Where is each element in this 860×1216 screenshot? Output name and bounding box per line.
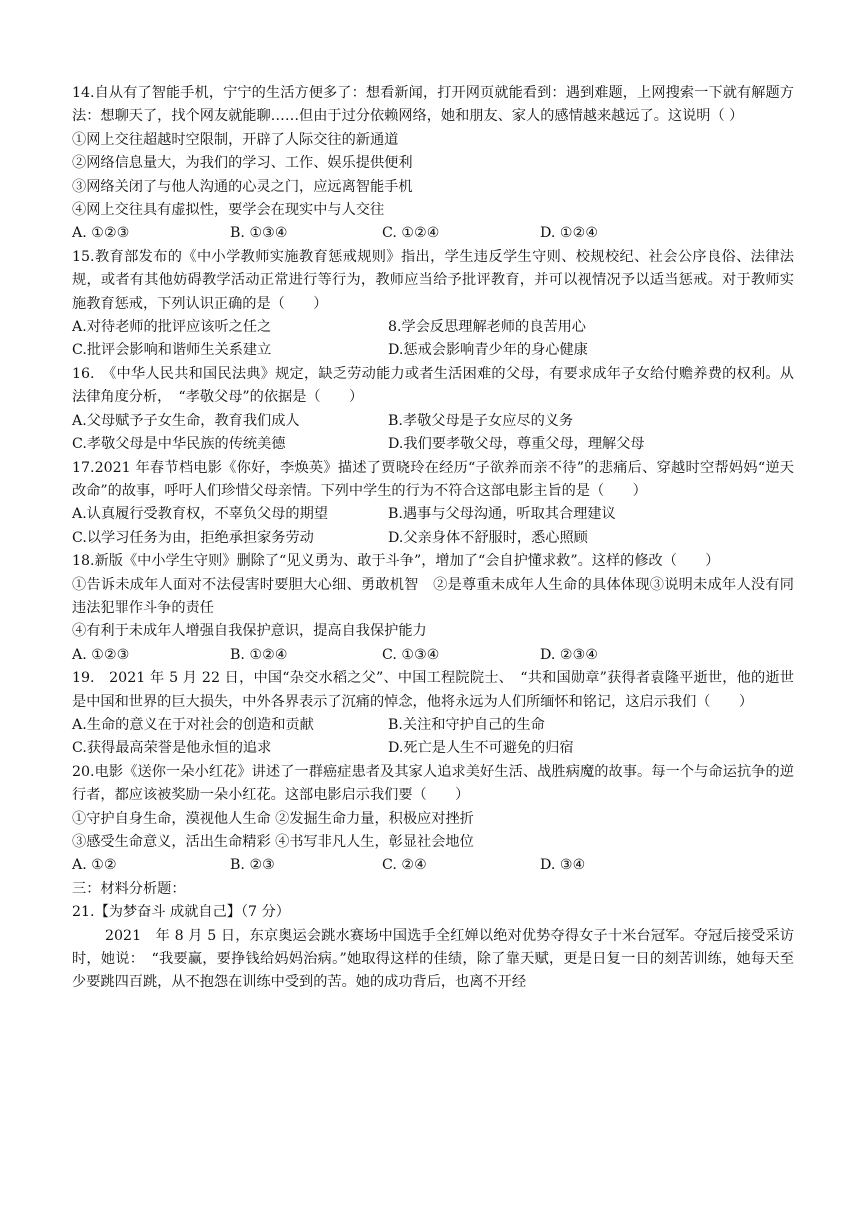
question-19 [72, 667, 794, 761]
question-stem: 16. 《中华人民共和国民法典》规定，缺乏劳动能力或者生活困难的父母，有要求成年子女给付赡养费的权利。从法律角度分析， “孝敬父母”的依据是（ ） [72, 365, 794, 406]
option-d[interactable]: D.我们要孝敬父母，尊重父母，理解父母 [388, 436, 645, 453]
option-a[interactable]: A. ①② [72, 857, 117, 874]
option-d[interactable]: D.惩戒会影响青少年的身心健康 [388, 342, 588, 359]
question-stem: 18.新版《中小学生守则》删除了“见义勇为、敢于斗争”，增加了“会自护懂求救”。这样的修改（ ） [72, 553, 720, 570]
option-b[interactable]: B. ②③ [230, 857, 275, 874]
option-a[interactable]: A.认真履行受教育权，不辜负父母的期望 [72, 506, 328, 523]
option-c[interactable]: C. ①②④ [382, 225, 440, 242]
option-b[interactable]: 8.学会反思理解老师的良苦用心 [388, 319, 586, 336]
options-row [72, 316, 794, 339]
statement-item: ③感受生命意义，活出生命精彩 ④书写非凡人生，彰显社会地位 [72, 834, 474, 850]
options-row [72, 737, 794, 760]
question-stem: 19. 2021 年 5 月 22 日，中国“杂交水稻之父”、中国工程院院士、 “共和国勋章”获得者袁隆平逝世，他的逝世是中国和世界的巨大损失，中外各界表示了沉痛的悼念，他将永远为人们所缅怀和铭记，这启示我们（ ） [72, 670, 794, 710]
question-stem: 14.自从有了智能手机，宁宁的生活方便多了：想看新闻，打开网页就能看到：遇到难题，上网搜索一下就有解题方法：想聊天了，找个网友就能聊……但由于过分依赖网络，她和朋友、家人的感情越来越远了。这说明（ ） [72, 85, 794, 125]
question-20 [72, 761, 794, 878]
option-a[interactable]: A. ①②③ [72, 225, 130, 242]
options-row [72, 503, 794, 526]
options-row [72, 714, 794, 737]
option-d[interactable]: D.死亡是人生不可避免的归宿 [388, 740, 574, 757]
option-a[interactable]: A.父母赋予子女生命，教育我们成人 [72, 412, 300, 429]
statement-item: ①告诉未成年人面对不法侵害时要胆大心细、勇敢机智 ②是尊重未成年人生命的具体体现③说明未成年人没有同违法犯罪作斗争的责任 [72, 576, 794, 616]
options-row [72, 222, 794, 245]
option-b[interactable]: B.孝敬父母是子女应尽的义务 [388, 412, 574, 429]
question-21-material: 2021 年 8 月 5 日，东京奥运会跳水赛场中国选手全红婵以绝对优势夺得女子十米台冠军。夺冠后接受采访时，她说： “我要赢，要挣钱给妈妈治病。”她取得这样的佳绩，除了靠天赋，更是日复一日的刻苦训练，她每天至少要跳四百跳，从不抱怨在训练中受到的苦。她的成功背后，也离不开经 [72, 927, 794, 991]
statement-item: ②网络信息量大，为我们的学习、工作、娱乐提供便利 [72, 155, 413, 172]
question-stem: 15.教育部发布的《中小学教师实施教育惩戒规则》指出，学生违反学生守则、校规校纪、社会公序良俗、法律法规，或者有其他妨碍教学活动正常进行等行为，教师应当给予批评教育，并可以视情况予以适当惩戒。对于教师实施教育惩戒，下列认识正确的是（ ） [72, 248, 794, 312]
section-heading: 三：材料分析题： [72, 880, 186, 897]
statement-item: ④网上交往具有虚拟性，要学会在现实中与人交往 [72, 202, 385, 219]
question-stem: 17.2021 年春节档电影《你好，李焕英》描述了贾晓玲在经历“子欲养而亲不待”的悲痛后、穿越时空帮妈妈“逆天改命”的故事，呼吁人们珍惜父母亲情。下列中学生的行为不符合这部电影主旨的是（ ） [72, 459, 794, 499]
option-a[interactable]: A. ①②③ [72, 646, 130, 663]
options-row [72, 433, 794, 456]
option-d[interactable]: D.父亲身体不舒服时，悉心照顾 [388, 529, 588, 546]
statement-item: ③网络关闭了与他人沟通的心灵之门，应远离智能手机 [72, 178, 413, 195]
option-a[interactable]: A.生命的意义在于对社会的创造和贡献 [72, 716, 314, 733]
option-d[interactable]: D. ③④ [540, 857, 586, 874]
option-c[interactable]: C.批评会影响和谐师生关系建立 [72, 342, 272, 359]
question-18 [72, 550, 794, 667]
question-17 [72, 457, 794, 551]
statement-item: ④有利于未成年人增强自我保护意识，提高自我保护能力 [72, 623, 427, 640]
question-15 [72, 246, 794, 363]
exam-page [72, 82, 794, 995]
option-c[interactable]: C. ①③④ [382, 646, 440, 663]
options-row [72, 410, 794, 433]
option-d[interactable]: D. ②③④ [540, 646, 599, 663]
option-b[interactable]: B.关注和守护自己的生命 [388, 716, 545, 733]
question-16 [72, 363, 794, 457]
option-a[interactable]: A.对待老师的批评应该听之任之 [72, 319, 272, 336]
options-row [72, 854, 794, 877]
option-c[interactable]: C.以学习任务为由，拒绝承担家务劳动 [72, 529, 314, 546]
question-14 [72, 82, 794, 246]
question-stem: 20.电影《送你一朵小红花》讲述了一群癌症患者及其家人追求美好生活、战胜病魔的故事。每一个与命运抗争的逆行者，都应该被奖励一朵小红花。这部电影启示我们要（ ） [72, 763, 794, 804]
option-b[interactable]: B. ①②④ [230, 646, 288, 663]
option-b[interactable]: B.遇事与父母沟通，听取其合理建议 [388, 506, 616, 523]
section-3 [72, 878, 794, 995]
question-21-title: 21.【为梦奋斗 成就自己】（7 分） [72, 904, 290, 921]
option-b[interactable]: B. ①③④ [230, 225, 288, 242]
options-row [72, 644, 794, 667]
option-c[interactable]: C.孝敬父母是中华民族的传统美德 [72, 436, 286, 453]
statement-item: ①网上交往超越时空限制，开辟了人际交往的新通道 [72, 131, 399, 148]
option-c[interactable]: C. ②④ [382, 857, 427, 874]
options-row [72, 527, 794, 550]
option-c[interactable]: C.获得最高荣誉是他永恒的追求 [72, 740, 272, 757]
statement-item: ①守护自身生命，漠视他人生命 ②发掘生命力量，积极应对挫折 [72, 810, 474, 827]
option-d[interactable]: D. ①②④ [540, 225, 599, 242]
options-row [72, 339, 794, 362]
